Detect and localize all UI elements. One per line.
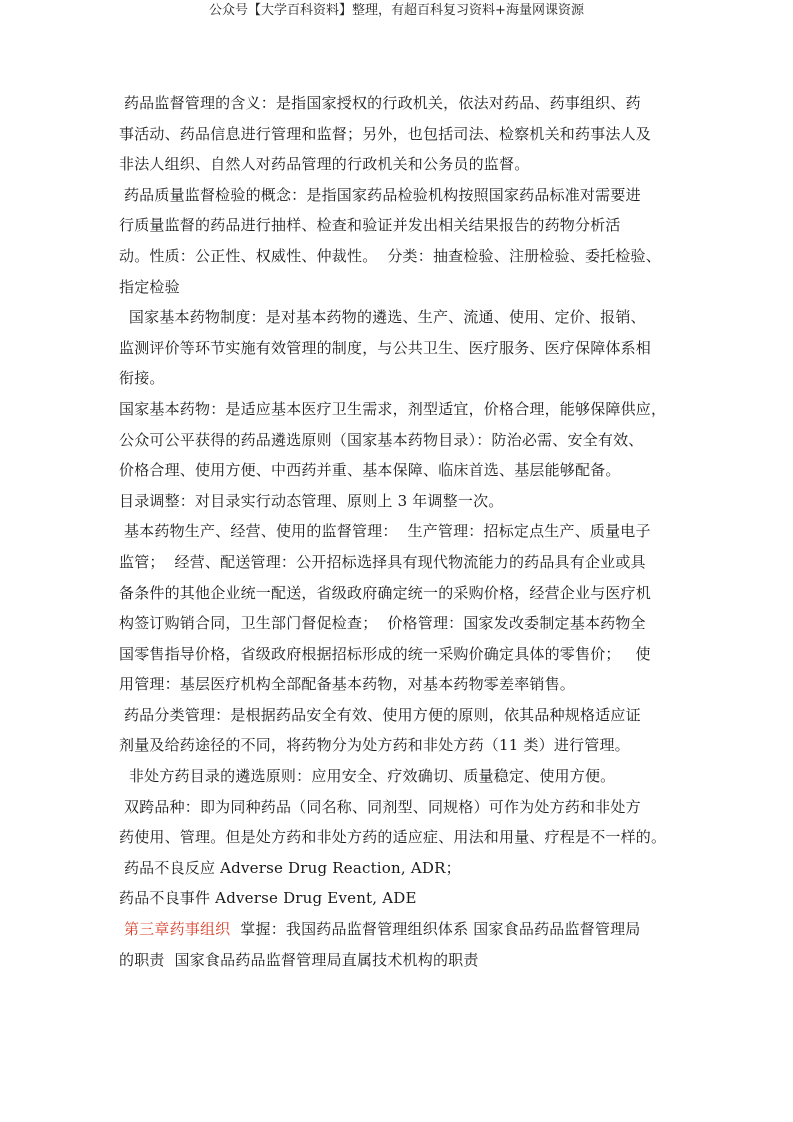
text-line: 非处方药目录的遴选原则：应用安全、疗效确切、质量稳定、使用方便。 (119, 767, 616, 786)
text-line: 指定检验 (119, 277, 180, 296)
text-line: 价格合理、使用方便、中西药并重、基本保障、临床首选、基层能够配备。 (119, 461, 621, 480)
text-line: 用管理：基层医疗机构全部配备基本药物，对基本药物零差率销售。 (119, 675, 576, 694)
document-body (119, 88, 679, 975)
chapter-line (119, 914, 679, 945)
text-line: 药使用、管理。但是处方药和非处方药的适应症、用法和用量、疗程是不一样的。 (119, 828, 667, 847)
text-line: 行质量监督的药品进行抽样、检查和验证并发出相关结果报告的药物分析活 (119, 216, 621, 235)
page-header: 公众号【大学百科资料】整理，有超百科复习资料+海量网课资源 (209, 3, 584, 18)
text-line: 动。性质：公正性、权威性、仲裁性。 分类：抽查检验、注册检验、委托检验、 (119, 246, 661, 265)
text-line: 国家基本药物制度：是对基本药物的遴选、生产、流通、使用、定价、报销、 (119, 308, 646, 327)
text-line: 药品分类管理：是根据药品安全有效、使用方便的原则，依其品种规格适应证 (119, 705, 641, 724)
text-line: 事活动、药品信息进行管理和监督；另外，也包括司法、检察机关和药事法人及 (119, 124, 652, 143)
text-line: 公众可公平获得的药品遴选原则（国家基本药物目录）：防治必需、安全有效、 (119, 430, 644, 449)
text-line: 药品不良事件 Adverse Drug Event, ADE (119, 889, 417, 908)
text-line: 药品监督管理的含义：是指国家授权的行政机关，依法对药品、药事组织、药 (119, 94, 641, 112)
text-line: 双跨品种：即为同种药品（同名称、同剂型、同规格）可作为处方药和非处方 (119, 797, 641, 816)
text-line: 构签订购销合同，卫生部门督促检查； 价格管理：国家发改委制定基本药物全 (119, 614, 646, 633)
text-line: 非法人组织、自然人对药品管理的行政机关和公务员的监督。 (119, 155, 530, 174)
text-line: 的职责 国家食品药品监督管理局直属技术机构的职责 (119, 950, 479, 969)
text-line: 药品质量监督检验的概念：是指国家药品检验机构按照国家药品标准对需要进 (119, 185, 641, 204)
text-line: 监管； 经营、配送管理：公开招标选择具有现代物流能力的药品具有企业或具 (119, 552, 646, 571)
text-line: 目录调整：对目录实行动态管理、原则上 3 年调整一次。 (119, 491, 504, 510)
chapter-summary: 掌握：我国药品监督管理组织体系 国家食品药品监督管理局 (230, 920, 641, 939)
text-line: 基本药物生产、经营、使用的监督管理： 生产管理：招标定点生产、质量电子 (119, 522, 651, 541)
text-line: 备条件的其他企业统一配送，省级政府确定统一的采购价格，经营企业与医疗机 (119, 583, 652, 602)
text-line: 国家基本药物：是适应基本医疗卫生需求，剂型适宜，价格合理，能够保障供应， (119, 399, 667, 418)
text-line: 药品不良反应 Adverse Drug Reaction, ADR； (119, 858, 461, 877)
chapter-title: 第三章药事组织 (119, 920, 231, 939)
text-line: 国零售指导价格，省级政府根据招标形成的统一采购价确定具体的零售价； 使 (119, 644, 651, 663)
text-line: 剂量及给药途径的不同，将药物分为处方药和非处方药（11 类）进行管理。 (119, 736, 630, 755)
text-line: 监测评价等环节实施有效管理的制度，与公共卫生、医疗服务、医疗保障体系相 (119, 338, 652, 357)
text-line: 衔接。 (119, 369, 165, 388)
